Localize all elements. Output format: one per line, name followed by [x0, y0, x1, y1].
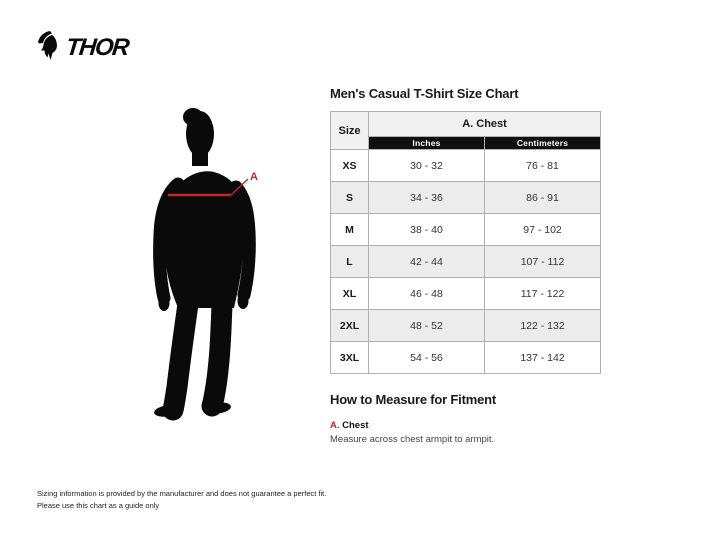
measure-item-description: Measure across chest armpit to armpit.: [330, 434, 495, 446]
centimeters-value: 97 - 102: [485, 214, 601, 246]
inches-value: 46 - 48: [369, 278, 485, 310]
table-row-xl: [331, 278, 601, 310]
centimeters-value: 117 - 122: [485, 278, 601, 310]
table-row-xs: [331, 150, 601, 182]
inches-value: 42 - 44: [369, 246, 485, 278]
page-title: Men's Casual T-Shirt Size Chart: [330, 86, 519, 101]
table-row-l: [331, 246, 601, 278]
measure-item-key: A.: [330, 420, 340, 431]
disclaimer-line-1: Sizing information is provided by the manufacturer and does not guarantee a perfect fit.: [37, 489, 327, 498]
how-to-measure-section: [330, 392, 602, 445]
how-to-measure-heading: How to Measure for Fitment: [330, 392, 496, 407]
centimeters-value: 76 - 81: [485, 150, 601, 182]
centimeters-value: 86 - 91: [485, 182, 601, 214]
column-header-inches: Inches: [369, 137, 485, 150]
silhouette-body: [153, 108, 249, 418]
inches-value: 30 - 32: [369, 150, 485, 182]
size-label: M: [331, 214, 369, 246]
disclaimer: [37, 488, 326, 511]
centimeters-value: 122 - 132: [485, 310, 601, 342]
table-row-2xl: [331, 310, 601, 342]
male-silhouette-figure: [122, 92, 322, 452]
inches-value: 48 - 52: [369, 310, 485, 342]
brand-name: THOR: [64, 34, 130, 61]
measure-item-name: Chest: [342, 420, 369, 431]
table-row-m: [331, 214, 601, 246]
size-label: 2XL: [331, 310, 369, 342]
brand-logo: [36, 32, 128, 64]
column-header-size: Size: [331, 112, 369, 150]
centimeters-value: 137 - 142: [485, 342, 601, 374]
inches-value: 54 - 56: [369, 342, 485, 374]
thor-helmet-icon: [36, 31, 63, 66]
column-header-chest-group: A. Chest: [369, 112, 601, 137]
size-label: XS: [331, 150, 369, 182]
chest-measure-label: A: [250, 171, 258, 183]
size-label: 3XL: [331, 342, 369, 374]
inches-value: 34 - 36: [369, 182, 485, 214]
size-label: XL: [331, 278, 369, 310]
column-header-centimeters: Centimeters: [485, 137, 601, 150]
table-row-s: [331, 182, 601, 214]
size-chart-panel: [330, 86, 602, 445]
size-chart-table: [330, 111, 601, 374]
disclaimer-line-2: Please use this chart as a guide only: [37, 500, 160, 510]
measure-item-chest: [330, 420, 602, 445]
inches-value: 38 - 40: [369, 214, 485, 246]
size-label: L: [331, 246, 369, 278]
table-row-3xl: [331, 342, 601, 374]
size-label: S: [331, 182, 369, 214]
centimeters-value: 107 - 112: [485, 246, 601, 278]
